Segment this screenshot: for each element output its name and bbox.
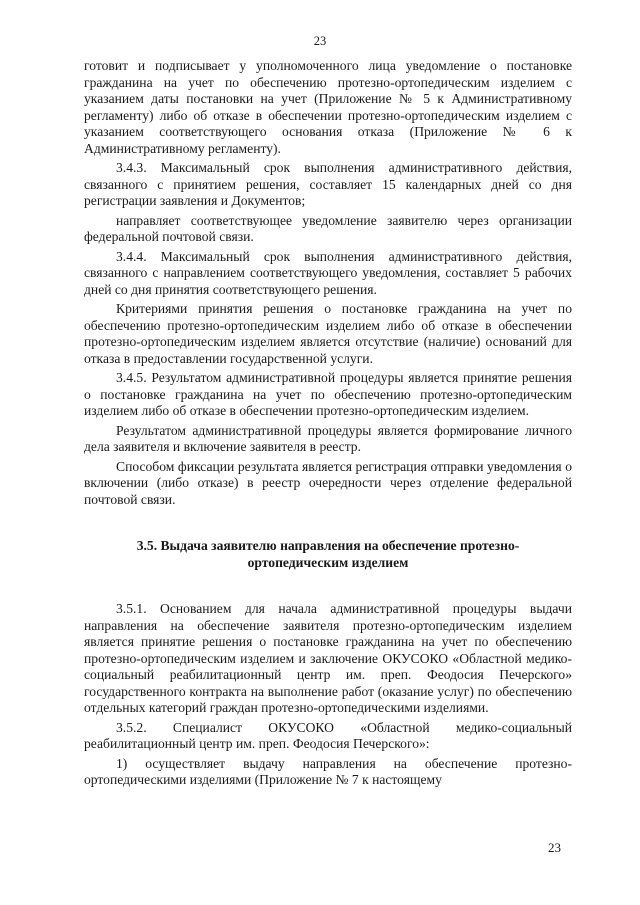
paragraph: 1) осуществляет выдачу направления на обеспечение протезно-ортопедическими изделиями (Приложение № 7 к настоящему	[84, 755, 572, 787]
paragraph: 3.4.5. Результатом административной процедуры является принятие решения о постановке гражданина на учет по обеспечению протезно-ортопедическим изделием либо об отказе в обеспечении протезно-ортопедическим изделием.	[84, 370, 572, 418]
document-body	[84, 58, 572, 789]
paragraph: готовит и подписывает у уполномоченного лица уведомление о постановке гражданина на учет по обеспечению протезно-ортопедическим изделием с указанием даты постановки на учет (Приложение № 5 к Административному регламенту) либо об отказе в обеспечении протезно-ортопедическим изделием с указанием соответствующего основания отказа (Приложение № 6 к Административному регламенту).	[84, 58, 572, 156]
paragraph: Способом фиксации результата является регистрация отправки уведомления о включении (либо отказе) в реестр очередности через отделение федеральной почтовой связи.	[84, 458, 572, 507]
section-heading	[84, 537, 572, 571]
paragraph: направляет соответствующее уведомление заявителю через организации федеральной почтовой связи.	[84, 212, 572, 244]
paragraph: Критериями принятия решения о постановке гражданина на учет по обеспечению протезно-ортопедическим изделием либо об отказе в обеспечении протезно-ортопедическим изделием является отсутствие (наличие) оснований для отказа в предоставлении государственной услуги.	[84, 301, 572, 366]
page-number-top: 23	[313, 34, 327, 48]
paragraph: Результатом административной процедуры является формирование личного дела заявителя и включение заявителя в реестр.	[84, 422, 572, 454]
paragraph: 3.4.3. Максимальный срок выполнения административного действия, связанного с принятием решения, составляет 15 календарных дней со дня регистрации заявления и Документов;	[84, 160, 572, 208]
section-heading-line-2: ортопедическим изделием	[247, 555, 409, 570]
paragraph: 3.4.4. Максимальный срок выполнения административного действия, связанного с направлением соответствующего уведомления, составляет 5 рабочих дней со дня принятия соответствующего решения.	[84, 248, 572, 297]
section-heading-line-1: 3.5. Выдача заявителю направления на обеспечение протезно-	[136, 538, 520, 553]
page-number-bottom: 23	[548, 840, 561, 855]
paragraph: 3.5.1. Основанием для начала административной процедуры выдачи направления на обеспечение заявителя протезно-ортопедическим изделием является принятие решения о постановке гражданина на учет по обеспечению протезно-ортопедическим изделием и заключение ОКУСОКО «Областной медико-социальный реабилитационный центр им. преп. Феодосия Печерского» государственного контракта на выполнение работ (оказание услуг) по обеспечению отдельных категорий граждан протезно-ортопедическими изделиями.	[84, 601, 572, 715]
paragraph: 3.5.2. Специалист ОКУСОКО «Областной медико-социальный реабилитационный центр им. преп. Феодосия Печерского»:	[84, 719, 572, 751]
